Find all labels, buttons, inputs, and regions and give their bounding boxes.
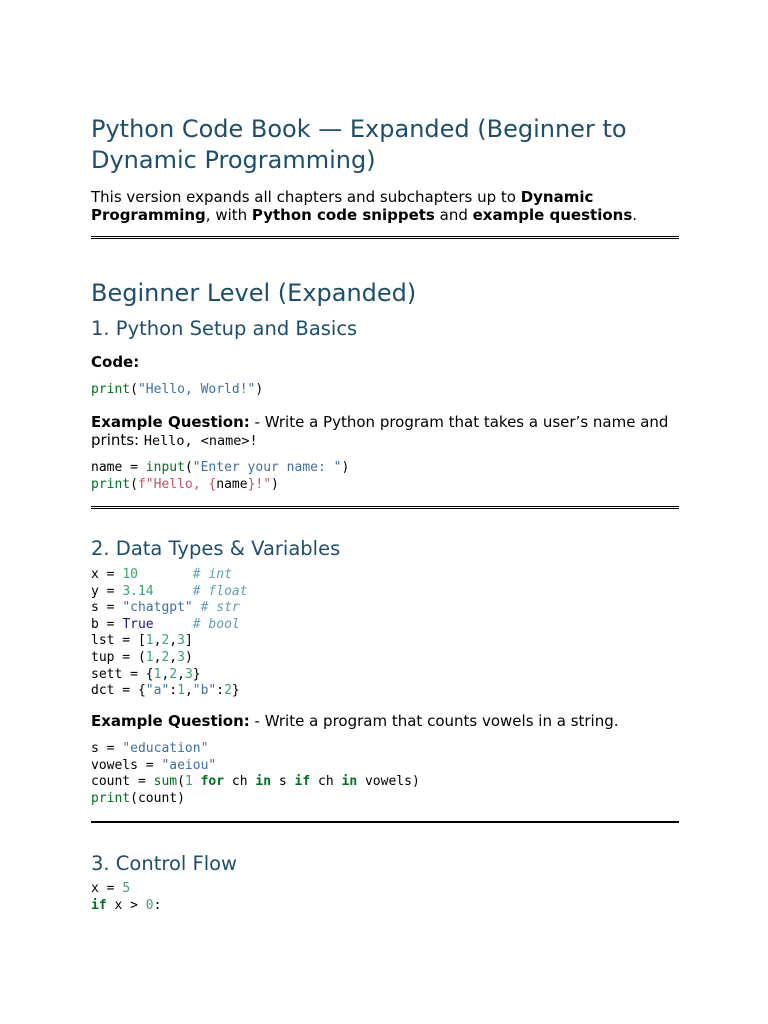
level-heading: Beginner Level (Expanded) <box>91 279 417 307</box>
section-2-heading: 2. Data Types & Variables <box>91 537 341 560</box>
intro-bold-3: example questions <box>472 206 633 224</box>
example-question-2 <box>91 712 679 730</box>
code-block-input: name = input("Enter your name: ") print(f"Hello, {name}!") <box>91 460 350 492</box>
example-question-label: Example Question: <box>91 712 250 730</box>
section-1-heading: 1. Python Setup and Basics <box>91 317 358 340</box>
code-block-types: x = 10 # int y = 3.14 # float s = "chatgpt" # str b = True # bool lst = [1,2,3] tup = (1,2,3) sett = {1,2,3} dct = {"a":1,"b":2} <box>91 567 248 699</box>
code-block-vowels: s = "education" vowels = "aeiou" count = sum(1 for ch in s if ch in vowels) print(count) <box>91 741 420 806</box>
code-label-text: Code: <box>91 353 140 371</box>
example-question-1 <box>91 413 679 450</box>
intro-text-2: , with <box>205 206 252 224</box>
intro-bold-1: Dynamic Programming <box>91 188 594 224</box>
example-question-label: Example Question: <box>91 413 250 431</box>
document-title: Python Code Book — Expanded (Beginner to Dynamic Programming) <box>91 115 627 174</box>
example-question-text: - Write a Python program that takes a user’s name and prints: <box>91 413 669 449</box>
intro-text-1: This version expands all chapters and subchapters up to <box>91 188 521 206</box>
example-question-text: - Write a program that counts vowels in a string. <box>249 712 619 730</box>
horizontal-rule <box>91 821 679 823</box>
section-3-heading: 3. Control Flow <box>91 852 238 875</box>
code-block-control-flow: x = 5 if x > 0: <box>91 881 162 913</box>
code-block-hello: print("Hello, World!") <box>91 382 264 397</box>
intro-bold-2: Python code snippets <box>251 206 435 224</box>
intro-text-3: and <box>434 206 473 224</box>
intro-text-4: . <box>632 206 638 224</box>
horizontal-rule <box>91 506 679 509</box>
intro-paragraph <box>91 188 679 224</box>
horizontal-rule <box>91 236 679 239</box>
code-label <box>91 353 679 371</box>
inline-code: Hello, <name>! <box>143 433 258 449</box>
